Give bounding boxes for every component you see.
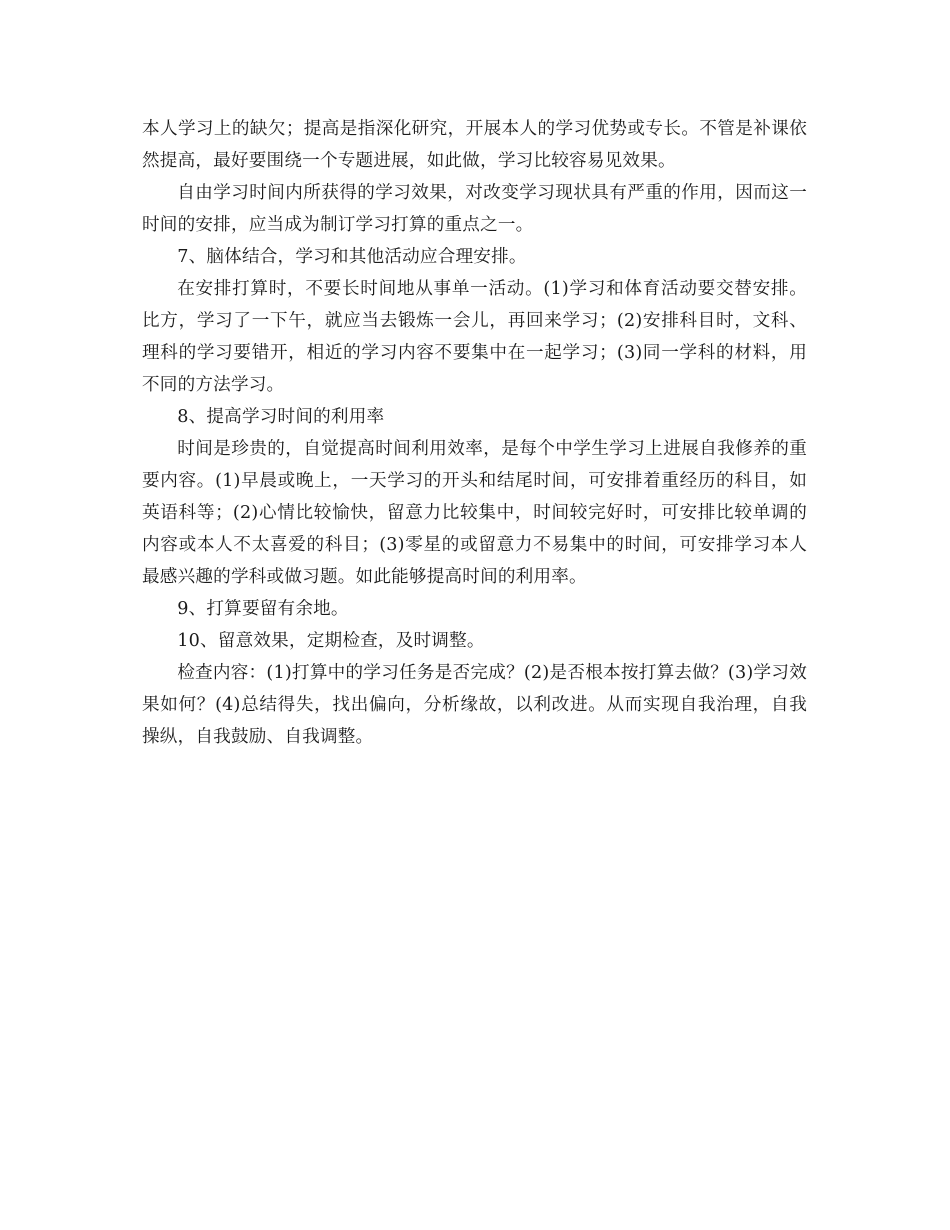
document-body xyxy=(142,113,807,753)
paragraph: 在安排打算时，不要长时间地从事单一活动。(1)学习和体育活动要交替安排。比方，学习了一下午，就应当去锻炼一会儿，再回来学习；(2)安排科目时，文科、理科的学习要错开，相近的学习内容不要集中在一起学习；(3)同一学科的材料，用不同的方法学习。 xyxy=(142,279,807,395)
section-heading-10: 10、留意效果，定期检查，及时调整。 xyxy=(177,631,485,651)
paragraph: 本人学习上的缺欠；提高是指深化研究，开展本人的学习优势或专长。不管是补课依然提高，最好要围绕一个专题进展，如此做，学习比较容易见效果。 xyxy=(142,119,807,171)
section-heading-9: 9、打算要留有余地。 xyxy=(177,599,349,619)
paragraph: 自由学习时间内所获得的学习效果，对改变学习现状具有严重的作用，因而这一时间的安排，应当成为制订学习打算的重点之一。 xyxy=(142,183,807,235)
paragraph: 时间是珍贵的，自觉提高时间利用效率，是每个中学生学习上进展自我修养的重要内容。(1)早晨或晚上，一天学习的开头和结尾时间，可安排着重经历的科目，如英语科等；(2)心情比较愉快，留意力比较集中，时间较完好时，可安排比较单调的内容或本人不太喜爱的科目；(3)零星的或留意力不易集中的时间，可安排学习本人最感兴趣的学科或做习题。如此能够提高时间的利用率。 xyxy=(142,439,807,587)
section-heading-7: 7、脑体结合，学习和其他活动应合理安排。 xyxy=(177,247,527,267)
paragraph: 检查内容：(1)打算中的学习任务是否完成？(2)是否根本按打算去做？(3)学习效果如何？(4)总结得失，找出偏向，分析缘故，以利改进。从而实现自我治理，自我操纵，自我鼓励、自我调整。 xyxy=(142,663,807,747)
section-heading-8: 8、提高学习时间的利用率 xyxy=(177,407,385,427)
